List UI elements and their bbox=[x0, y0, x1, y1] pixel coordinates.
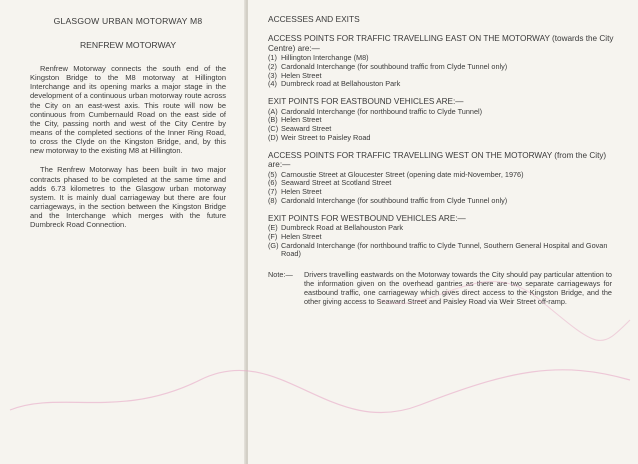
intro-paragraph: Renfrew Motorway connects the south end of the Kingston Bridge to the M8 motorway at Hillington Interchange and its opening marks a major stage in the development of a continuous urban motorway route across the City on an east-west axis. This route will now be continuous from Cumbernauld Road on the east side of the City, passing north and west of the City Centre by means of the completed sections of the Inner Ring Road, to cross the Clyde on the Kingston Bridge, and, by this new motorway to the existing M8 at Hillington. bbox=[30, 64, 226, 156]
list-item: (G) Cardonald Interchange (for northbound traffic to Clyde Tunnel, Southern General Hospital and Govan Road) bbox=[268, 240, 608, 259]
list-item: (A) Cardonald Interchange (for northbound traffic to Clyde Tunnel) bbox=[268, 106, 483, 116]
note-label: Note:— bbox=[268, 270, 293, 280]
list-item: (B) Helen Street bbox=[268, 115, 322, 125]
section-east-access bbox=[268, 34, 616, 89]
list-item: (4) Dumbreck road at Bellahouston Park bbox=[268, 79, 401, 89]
section-west-exit bbox=[268, 214, 616, 260]
list-item: (D) Weir Street to Paisley Road bbox=[268, 132, 371, 142]
list-item: (5) Carnoustie Street at Gloucester Street (opening date mid-November, 1976) bbox=[268, 169, 524, 179]
driver-note bbox=[268, 271, 616, 307]
left-page bbox=[0, 0, 246, 464]
leaflet-subtitle: RENFREW MOTORWAY bbox=[79, 40, 177, 50]
section-east-exit bbox=[268, 97, 616, 143]
list-item: (F) Helen Street bbox=[268, 231, 322, 241]
list-item: (1) Hillington Interchange (M8) bbox=[268, 53, 369, 63]
list-item: (E) Dumbreck Road at Bellahouston Park bbox=[268, 223, 404, 233]
construction-paragraph: The Renfrew Motorway has been built in two major contracts phased to be completed at the same time and adds 6.73 kilometres to the Glasgow urban motorway system. It is mainly dual carriageway but there are four carriageways, in the section between the Kingston Bridge and the Interchange which merges with the future Dumbreck Road Connection. bbox=[30, 165, 226, 230]
right-page bbox=[248, 0, 638, 464]
section-heading: ACCESS POINTS FOR TRAFFIC TRAVELLING EAST ON THE MOTORWAY (towards the City Centre) are:— bbox=[268, 34, 614, 53]
list-item: (6) Seaward Street at Scotland Street bbox=[268, 178, 392, 188]
section-west-access bbox=[268, 151, 616, 206]
list-item: (C) Seaward Street bbox=[268, 124, 332, 134]
note-text: Drivers travelling eastwards on the Motorway towards the City should pay particular attention to the information given on the overhead gantries as there are two separate carriageways for eastbound traffic, one carriageway which gives direct access to the Kingston Bridge, and the other giving access to Seaward Street and Paisley Road via Weir Street off-ramp. bbox=[304, 270, 612, 306]
list-item: (3) Helen Street bbox=[268, 70, 322, 80]
accesses-heading: ACCESSES AND EXITS bbox=[268, 14, 360, 24]
list-item: (2) Cardonald Interchange (for southbound traffic from Clyde Tunnel only) bbox=[268, 61, 508, 71]
list-item: (7) Helen Street bbox=[268, 187, 322, 197]
section-heading: EXIT POINTS FOR WESTBOUND VEHICLES ARE:— bbox=[268, 213, 466, 223]
leaflet-title: GLASGOW URBAN MOTORWAY M8 bbox=[53, 16, 203, 26]
section-heading: EXIT POINTS FOR EASTBOUND VEHICLES ARE:— bbox=[268, 97, 464, 107]
list-item: (8) Cardonald Interchange (for southbound traffic from Clyde Tunnel only) bbox=[268, 195, 508, 205]
section-heading: ACCESS POINTS FOR TRAFFIC TRAVELLING WEST ON THE MOTORWAY (from the City) are:— bbox=[268, 150, 607, 170]
